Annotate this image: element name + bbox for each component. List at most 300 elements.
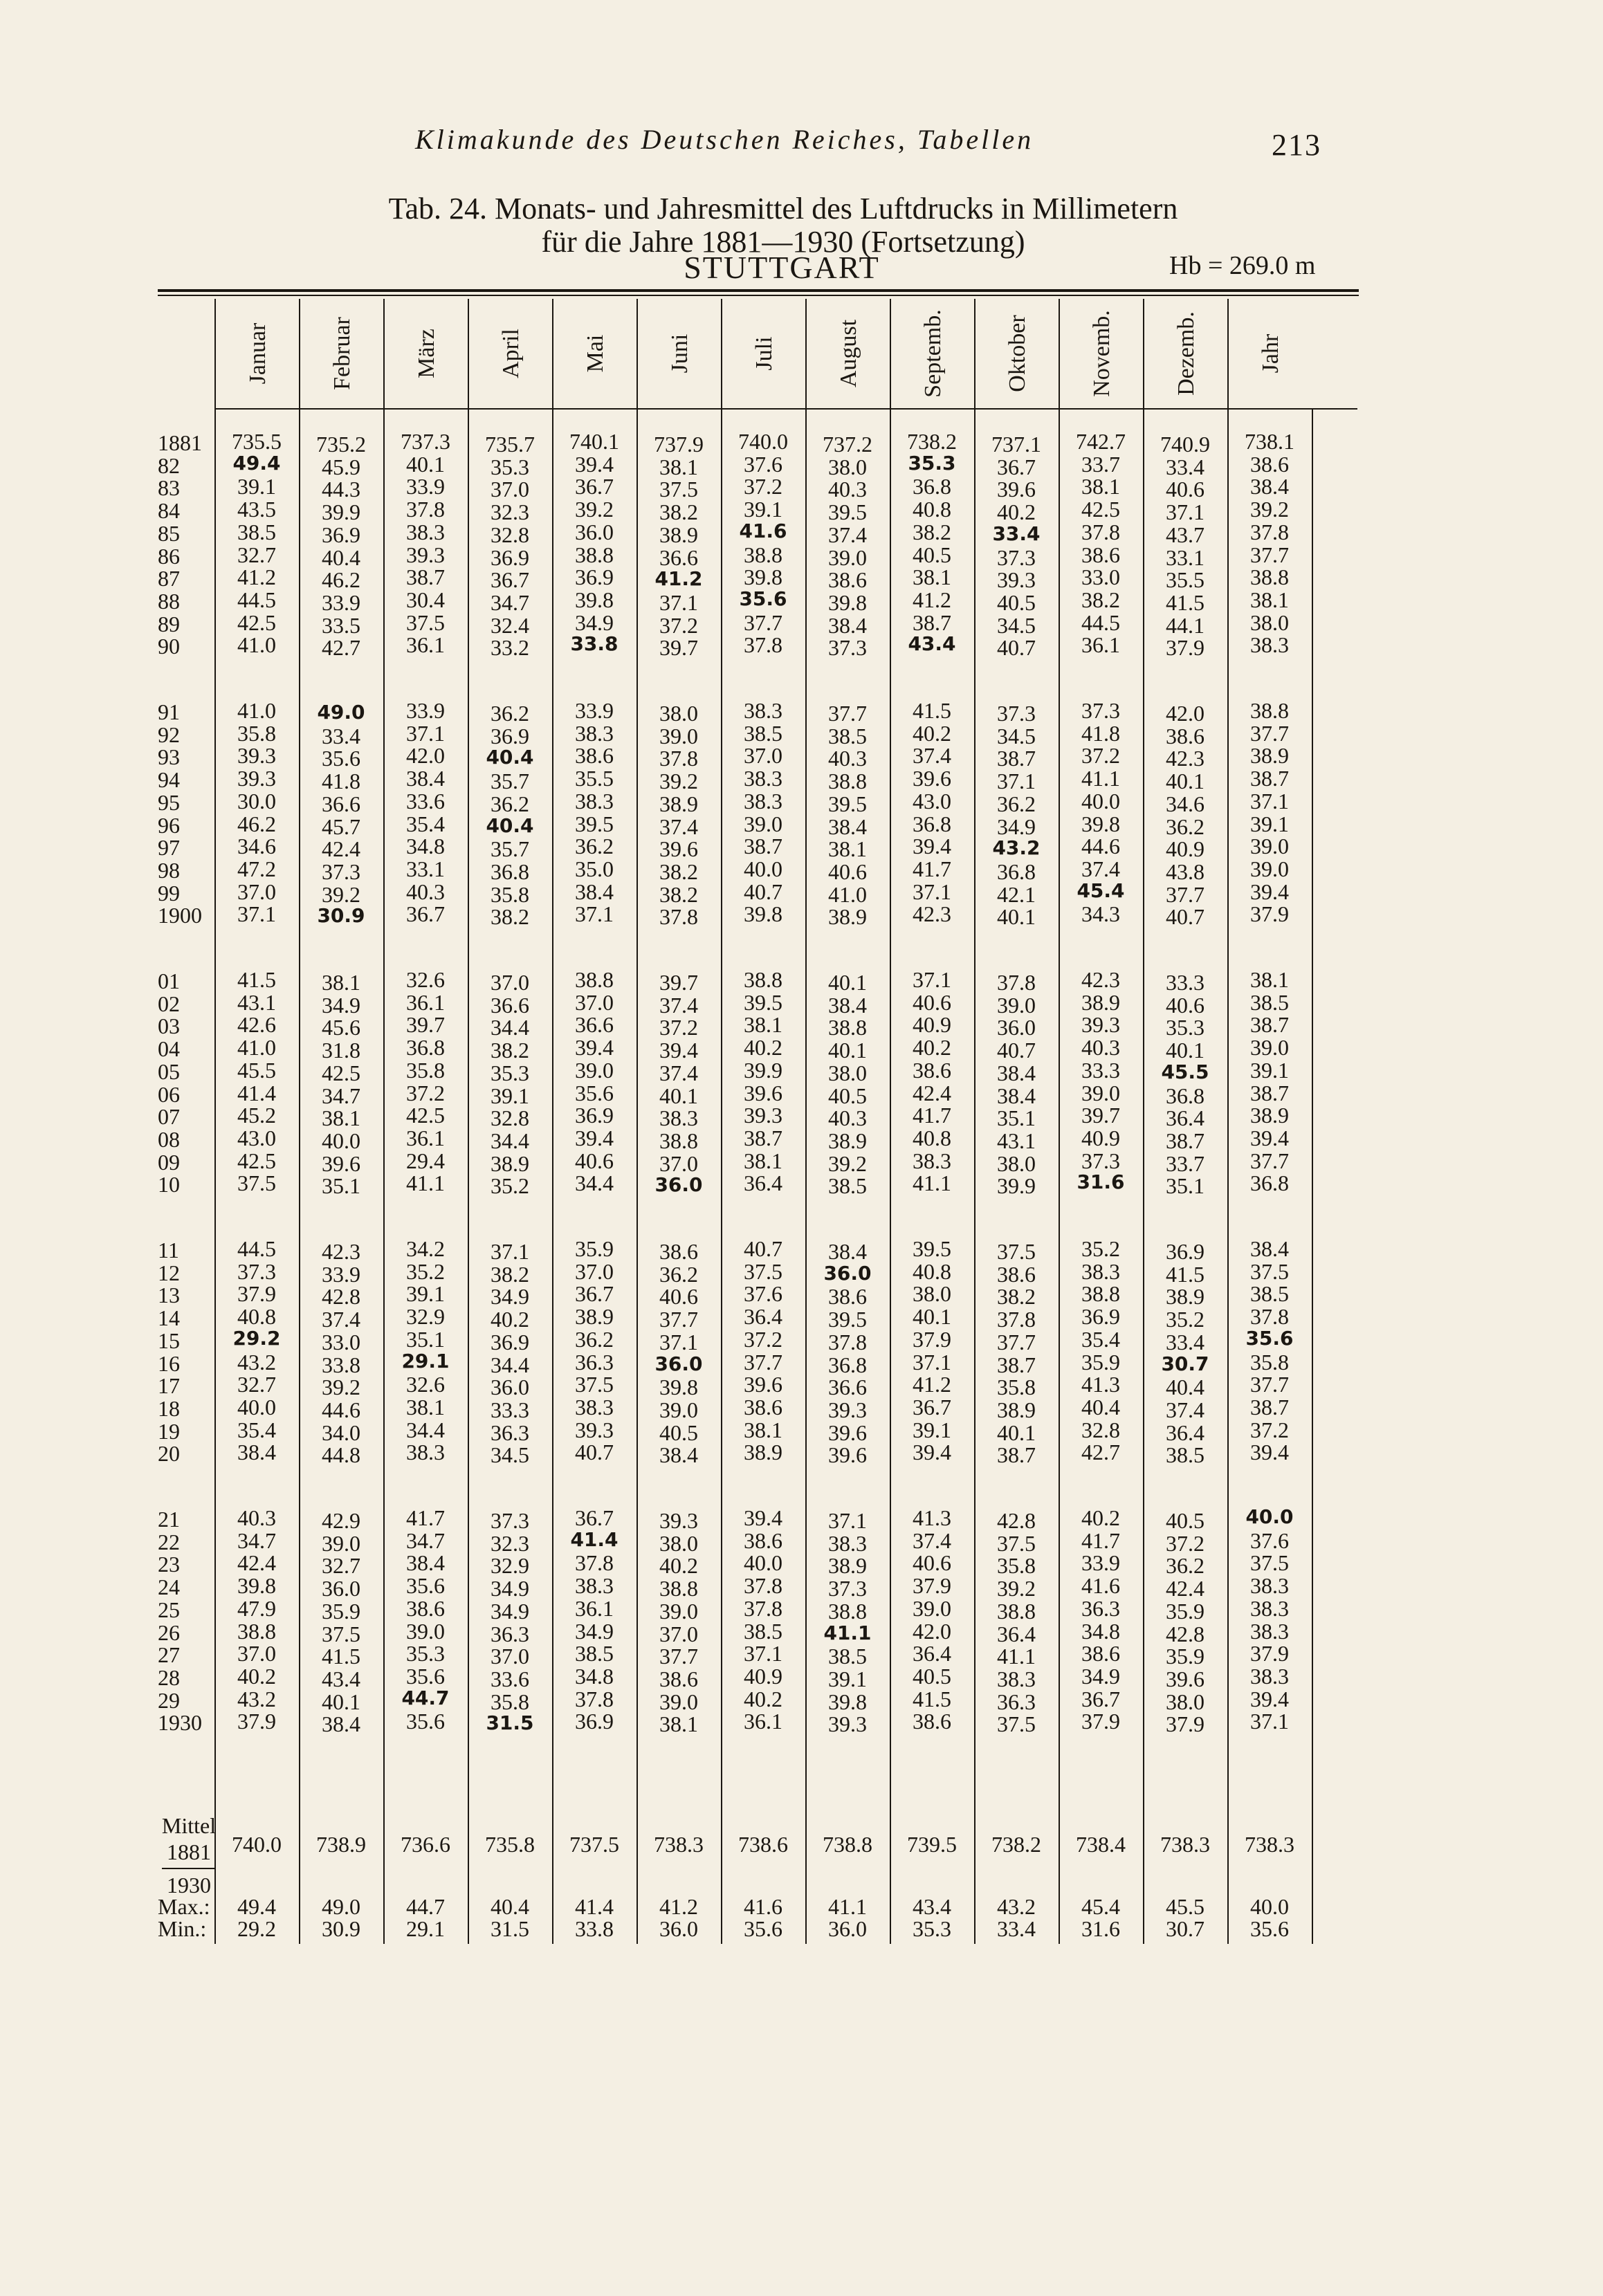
month-header [214, 299, 300, 408]
table-cell: 37.8 [659, 746, 698, 771]
table-cell: 40.4 [1081, 1394, 1120, 1420]
table-cell: 45.5 [1161, 1060, 1209, 1083]
table-cell: 39.0 [659, 723, 698, 749]
table-cell: 38.1 [744, 1148, 782, 1173]
table-cell: 38.6 [406, 1595, 445, 1621]
table-cell: 33.9 [322, 589, 360, 615]
table-cell: 42.4 [1166, 1576, 1204, 1601]
table-cell: 39.1 [828, 1666, 867, 1691]
min-cell: 29.1 [406, 1916, 445, 1941]
table-cell: 34.7 [237, 1527, 276, 1553]
table-cell: 38.9 [997, 1397, 1036, 1422]
month-header [1227, 299, 1313, 408]
table-cell: 35.6 [406, 1709, 445, 1734]
table-cell: 39.9 [997, 1173, 1036, 1199]
table-cell: 37.1 [406, 720, 445, 746]
mittel-cell: 738.3 [654, 1832, 704, 1857]
table-cell: 37.1 [659, 1329, 698, 1354]
table-cell: 39.2 [1250, 497, 1289, 522]
mittel-cell: 738.6 [738, 1832, 788, 1857]
table-cell: 38.5 [828, 723, 867, 749]
table-cell: 38.9 [828, 1553, 867, 1579]
table-cell: 37.2 [1250, 1417, 1289, 1442]
row-year: 04 [158, 1036, 180, 1062]
row-year: 90 [158, 634, 180, 659]
row-year: 21 [158, 1507, 180, 1532]
table-cell: 37.5 [997, 1711, 1036, 1737]
table-cell: 39.5 [828, 499, 867, 525]
row-year: 12 [158, 1260, 180, 1285]
table-cell: 32.3 [491, 1530, 529, 1556]
table-cell: 37.0 [659, 1621, 698, 1646]
table-cell: 38.6 [828, 1284, 867, 1310]
table-cell: 36.4 [1166, 1105, 1204, 1131]
table-cell: 44.1 [1166, 612, 1204, 638]
table-cell: 38.9 [828, 1128, 867, 1153]
table-cell: 43.5 [237, 497, 276, 522]
table-cell: 39.8 [1081, 811, 1120, 836]
month-header-label: Oktober [1005, 315, 1030, 392]
table-cell: 40.9 [744, 1663, 782, 1689]
table-cell: 37.4 [913, 1527, 951, 1553]
month-header [383, 299, 469, 408]
table-cell: 45.6 [322, 1015, 360, 1040]
table-cell: 41.8 [322, 769, 360, 794]
table-cell: 38.0 [659, 1530, 698, 1556]
table-cell: 37.4 [1166, 1397, 1204, 1422]
table-cell: 40.1 [828, 970, 867, 995]
table-cell: 37.2 [1166, 1530, 1204, 1556]
table-cell: 37.3 [997, 701, 1036, 726]
row-year: 02 [158, 991, 180, 1016]
table-cell: 38.5 [828, 1644, 867, 1669]
table-cell: 29.1 [401, 1349, 450, 1372]
row-year: 05 [158, 1058, 180, 1084]
table-cell: 33.9 [1081, 1550, 1120, 1576]
table-cell: 38.1 [406, 1394, 445, 1420]
table-cell: 40.7 [997, 1038, 1036, 1063]
table-cell: 34.9 [575, 1618, 614, 1644]
row-year: 26 [158, 1619, 180, 1645]
table-cell: 37.6 [1250, 1527, 1289, 1553]
table-cell: 43.0 [913, 788, 951, 814]
max-cell: 41.1 [828, 1894, 867, 1919]
row-year: 87 [158, 566, 180, 591]
running-head: Klimakunde des Deutschen Reiches, Tabellen [415, 124, 1034, 155]
table-cell: 37.5 [997, 1239, 1036, 1264]
table-cell: 44.5 [237, 587, 276, 612]
min-cell: 30.7 [1166, 1916, 1204, 1941]
table-cell: 39.3 [237, 743, 276, 769]
row-year: 03 [158, 1013, 180, 1039]
table-cell: 38.0 [828, 1060, 867, 1085]
table-cell: 43.0 [237, 1125, 276, 1150]
row-year: 83 [158, 475, 180, 501]
table-cell: 35.8 [237, 720, 276, 746]
table-cell: 39.7 [659, 635, 698, 661]
table-cell: 41.7 [913, 1103, 951, 1128]
month-header [721, 299, 807, 408]
month-header-label: Jahr [1258, 333, 1283, 374]
table-cell: 39.8 [659, 1375, 698, 1400]
table-cell: 40.2 [491, 1307, 529, 1332]
table-cell: 35.9 [1166, 1644, 1204, 1669]
table-cell: 36.2 [1166, 814, 1204, 839]
table-cell: 36.3 [575, 1349, 614, 1375]
row-year: 98 [158, 857, 180, 883]
table-cell: 40.5 [1166, 1508, 1204, 1533]
table-cell: 40.8 [913, 497, 951, 522]
table-cell: 40.6 [1166, 992, 1204, 1018]
table-cell: 39.0 [997, 992, 1036, 1018]
table-cell: 34.8 [1081, 1618, 1120, 1644]
table-cell: 34.4 [491, 1128, 529, 1153]
table-cell: 37.9 [237, 1709, 276, 1734]
table-cell: 47.9 [237, 1595, 276, 1621]
table-cell: 36.7 [575, 1281, 614, 1307]
table-cell: 35.8 [406, 1057, 445, 1083]
table-cell: 36.2 [659, 1261, 698, 1287]
min-label: Min.: [158, 1916, 207, 1941]
table-cell: 42.7 [1081, 1440, 1120, 1465]
month-header-label: Novemb. [1089, 310, 1115, 397]
table-cell: 38.6 [659, 1666, 698, 1691]
table-cell: 36.4 [997, 1621, 1036, 1646]
table-cell: 37.1 [237, 901, 276, 927]
table-cell: 39.9 [322, 499, 360, 525]
table-cell: 32.7 [322, 1553, 360, 1579]
table-cell: 38.1 [913, 564, 951, 590]
month-header [805, 299, 891, 408]
table-cell: 39.0 [659, 1689, 698, 1714]
row-year: 11 [158, 1238, 179, 1262]
table-cell: 37.8 [744, 1573, 782, 1599]
table-cell: 39.8 [237, 1573, 276, 1599]
table-cell: 39.0 [406, 1618, 445, 1644]
max-cell: 41.6 [744, 1894, 782, 1919]
table-cell: 39.4 [575, 1125, 614, 1150]
table-cell: 39.7 [406, 1012, 445, 1038]
table-cell: 37.4 [659, 1060, 698, 1085]
table-cell: 38.2 [491, 1038, 529, 1063]
table-cell: 43.2 [237, 1686, 276, 1711]
mittel-to-year: 1930 [167, 1873, 211, 1898]
table-cell: 40.3 [1081, 1035, 1120, 1060]
table-cell: 38.2 [913, 519, 951, 544]
table-cell: 33.8 [322, 1352, 360, 1377]
table-cell: 42.8 [1166, 1621, 1204, 1646]
row-year: 10 [158, 1172, 180, 1197]
table-cell: 36.9 [491, 544, 529, 570]
table-cell: 38.0 [828, 454, 867, 479]
table-cell: 38.4 [406, 1550, 445, 1576]
row-year: 06 [158, 1081, 180, 1107]
table-cell: 40.2 [997, 499, 1036, 525]
table-cell: 38.3 [406, 519, 445, 544]
table-cell: 39.5 [575, 811, 614, 836]
table-cell: 39.6 [1166, 1666, 1204, 1691]
table-cell: 40.0 [744, 1550, 782, 1576]
table-cell: 45.7 [322, 814, 360, 839]
table-cell: 37.1 [1166, 499, 1204, 525]
table-cell: 38.8 [237, 1618, 276, 1644]
table-cell: 37.5 [322, 1621, 360, 1646]
table-cell: 32.8 [1081, 1417, 1120, 1442]
table-cell: 737.1 [991, 432, 1041, 457]
min-cell: 36.0 [828, 1916, 867, 1941]
table-cell: 39.1 [237, 474, 276, 499]
table-cell: 39.7 [659, 970, 698, 995]
table-cell: 35.5 [1166, 567, 1204, 593]
table-cell: 38.4 [1250, 474, 1289, 499]
table-cell: 40.1 [828, 1038, 867, 1063]
table-cell: 37.9 [1166, 635, 1204, 661]
table-cell: 36.8 [1166, 1083, 1204, 1108]
max-cell: 49.0 [322, 1894, 360, 1919]
table-cell: 29.4 [406, 1148, 445, 1173]
table-cell: 740.1 [569, 429, 619, 454]
mittel-cell: 738.8 [823, 1832, 872, 1857]
table-cell: 39.0 [913, 1595, 951, 1621]
row-year: 07 [158, 1104, 180, 1130]
table-cell: 37.1 [575, 901, 614, 927]
row-year: 18 [158, 1395, 180, 1421]
table-cell: 40.8 [913, 1125, 951, 1150]
table-cell: 39.4 [1250, 879, 1289, 904]
table-cell: 38.0 [1166, 1689, 1204, 1714]
table-cell: 43.1 [237, 989, 276, 1015]
table-cell: 37.8 [1250, 519, 1289, 544]
table-cell: 49.0 [317, 701, 365, 724]
table-cell: 35.5 [575, 766, 614, 791]
table-cell: 37.0 [491, 477, 529, 502]
table-cell: 40.5 [913, 542, 951, 567]
table-cell: 37.5 [237, 1170, 276, 1196]
table-cell: 38.2 [491, 1261, 529, 1287]
table-title-line-2: für die Jahre 1881—1930 (Fortsetzung) [541, 225, 1025, 259]
table-cell: 37.3 [491, 1508, 529, 1533]
table-cell: 40.0 [1245, 1505, 1294, 1528]
table-cell: 39.1 [1250, 1057, 1289, 1083]
table-cell: 40.2 [744, 1686, 782, 1711]
table-cell: 38.8 [744, 542, 782, 567]
table-cell: 42.3 [913, 901, 951, 927]
table-cell: 32.7 [237, 1372, 276, 1397]
table-cell: 32.4 [491, 612, 529, 638]
table-cell: 737.3 [401, 429, 450, 454]
table-cell: 39.3 [1081, 1012, 1120, 1038]
table-cell: 36.7 [575, 1505, 614, 1530]
table-cell: 35.0 [575, 856, 614, 881]
table-cell: 36.7 [913, 1394, 951, 1420]
table-cell: 36.7 [997, 454, 1036, 479]
table-cell: 38.2 [659, 499, 698, 525]
table-cell: 33.7 [1166, 1150, 1204, 1176]
table-cell: 737.2 [823, 432, 872, 457]
table-cell: 38.4 [828, 612, 867, 638]
table-cell: 39.3 [237, 766, 276, 791]
table-cell: 40.8 [237, 1304, 276, 1330]
table-cell: 36.3 [491, 1621, 529, 1646]
table-cell: 38.8 [997, 1598, 1036, 1624]
table-cell: 37.4 [913, 743, 951, 769]
table-cell: 39.4 [659, 1038, 698, 1063]
month-header-label: März [414, 329, 439, 378]
table-cell: 37.1 [1250, 788, 1289, 814]
table-cell: 38.7 [744, 834, 782, 859]
table-cell: 44.5 [1081, 609, 1120, 635]
table-cell: 34.7 [322, 1083, 360, 1108]
table-cell: 40.4 [322, 544, 360, 570]
table-cell: 36.6 [322, 791, 360, 816]
table-cell: 37.2 [1081, 743, 1120, 769]
table-cell: 42.0 [913, 1618, 951, 1644]
table-cell: 42.5 [237, 1148, 276, 1173]
table-cell: 34.5 [997, 612, 1036, 638]
table-cell: 36.8 [913, 474, 951, 499]
table-cell: 35.8 [1250, 1349, 1289, 1375]
table-cell: 38.6 [744, 1394, 782, 1420]
table-cell: 33.2 [491, 635, 529, 661]
table-cell: 43.2 [992, 836, 1041, 860]
table-cell: 37.1 [997, 769, 1036, 794]
table-cell: 39.4 [913, 834, 951, 859]
table-cell: 735.2 [316, 432, 366, 457]
table-cell: 38.9 [1250, 1103, 1289, 1128]
table-cell: 38.8 [575, 967, 614, 992]
table-cell: 43.8 [1166, 858, 1204, 884]
table-cell: 37.5 [997, 1530, 1036, 1556]
table-cell: 33.1 [1166, 544, 1204, 570]
table-cell: 35.6 [1245, 1326, 1294, 1350]
table-cell: 37.0 [575, 989, 614, 1015]
table-cell: 40.6 [913, 989, 951, 1015]
table-cell: 38.7 [406, 564, 445, 590]
min-cell: 29.2 [237, 1916, 276, 1941]
table-cell: 37.9 [913, 1326, 951, 1352]
table-cell: 36.6 [659, 544, 698, 570]
table-cell: 37.3 [1081, 698, 1120, 723]
table-cell: 44.7 [401, 1686, 450, 1709]
table-cell: 33.9 [322, 1261, 360, 1287]
table-cell: 41.5 [237, 967, 276, 992]
table-cell: 41.5 [1166, 1261, 1204, 1287]
table-cell: 37.0 [491, 970, 529, 995]
table-cell: 37.7 [1250, 542, 1289, 567]
table-cell: 40.0 [237, 1394, 276, 1420]
table-cell: 38.1 [1250, 587, 1289, 612]
table-cell: 38.2 [659, 881, 698, 907]
table-cell: 37.3 [237, 1258, 276, 1284]
table-cell: 35.8 [997, 1553, 1036, 1579]
table-cell: 37.2 [406, 1080, 445, 1105]
table-cell: 46.2 [322, 567, 360, 593]
table-cell: 37.9 [1250, 1641, 1289, 1666]
month-header-row [214, 299, 1357, 410]
table-cell: 36.2 [491, 701, 529, 726]
table-cell: 41.0 [237, 1035, 276, 1060]
max-cell: 41.4 [575, 1894, 614, 1919]
table-cell: 38.4 [997, 1083, 1036, 1108]
row-year: 99 [158, 880, 180, 906]
table-cell: 38.6 [1081, 1641, 1120, 1666]
table-cell: 38.7 [997, 1442, 1036, 1468]
table-cell: 40.0 [1081, 788, 1120, 814]
table-cell: 39.0 [322, 1530, 360, 1556]
table-cell: 40.6 [1166, 477, 1204, 502]
table-cell: 38.9 [1250, 743, 1289, 769]
table-cell: 36.0 [491, 1375, 529, 1400]
table-cell: 37.5 [744, 1258, 782, 1284]
table-cell: 38.3 [828, 1530, 867, 1556]
table-cell: 38.3 [1250, 1618, 1289, 1644]
table-cell: 37.8 [659, 904, 698, 930]
table-cell: 35.4 [237, 1417, 276, 1442]
table-cell: 38.8 [659, 1128, 698, 1153]
month-header-label: Januar [245, 322, 271, 385]
page-number: 213 [1272, 128, 1321, 162]
row-year: 92 [158, 722, 180, 747]
table-cell: 38.1 [1250, 967, 1289, 992]
table-cell: 38.2 [491, 904, 529, 930]
table-cell: 35.3 [406, 1641, 445, 1666]
table-cell: 36.1 [406, 632, 445, 658]
table-cell: 32.9 [491, 1553, 529, 1579]
table-cell: 738.2 [907, 429, 957, 454]
table-cell: 36.2 [491, 791, 529, 816]
table-cell: 40.5 [659, 1420, 698, 1445]
table-cell: 38.8 [1250, 564, 1289, 590]
month-header-label: Februar [329, 317, 355, 390]
table-cell: 37.7 [1166, 881, 1204, 907]
table-cell: 40.0 [744, 856, 782, 881]
table-cell: 34.9 [575, 609, 614, 635]
table-cell: 35.3 [1166, 1015, 1204, 1040]
table-cell: 43.4 [908, 632, 956, 656]
table-cell: 38.4 [997, 1060, 1036, 1085]
table-cell: 36.3 [997, 1689, 1036, 1714]
table-cell: 42.5 [406, 1103, 445, 1128]
table-cell: 40.9 [1166, 836, 1204, 862]
table-cell: 35.3 [908, 451, 956, 475]
table-cell: 38.2 [1081, 587, 1120, 612]
table-cell: 38.9 [575, 1304, 614, 1330]
table-cell: 41.2 [913, 587, 951, 612]
table-cell: 34.6 [1166, 791, 1204, 816]
table-cell: 38.3 [913, 1148, 951, 1173]
table-cell: 37.1 [659, 589, 698, 615]
row-year: 08 [158, 1126, 180, 1152]
table-cell: 40.1 [997, 904, 1036, 930]
table-cell: 40.1 [1166, 1038, 1204, 1063]
table-cell: 36.8 [406, 1035, 445, 1060]
table-cell: 41.8 [1081, 720, 1120, 746]
table-cell: 34.6 [237, 834, 276, 859]
max-label: Max.: [158, 1894, 210, 1919]
mittel-cell: 736.6 [401, 1832, 450, 1857]
table-cell: 34.5 [491, 1442, 529, 1468]
table-cell: 33.5 [322, 612, 360, 638]
table-cell: 40.2 [1081, 1505, 1120, 1530]
table-cell: 39.3 [744, 1103, 782, 1128]
table-cell: 42.4 [913, 1080, 951, 1105]
table-cell: 39.5 [744, 989, 782, 1015]
table-cell: 43.4 [322, 1666, 360, 1691]
table-cell: 37.7 [1250, 720, 1289, 746]
table-cell: 37.8 [997, 1307, 1036, 1332]
table-cell: 39.5 [913, 1236, 951, 1261]
table-cell: 37.2 [744, 1326, 782, 1352]
